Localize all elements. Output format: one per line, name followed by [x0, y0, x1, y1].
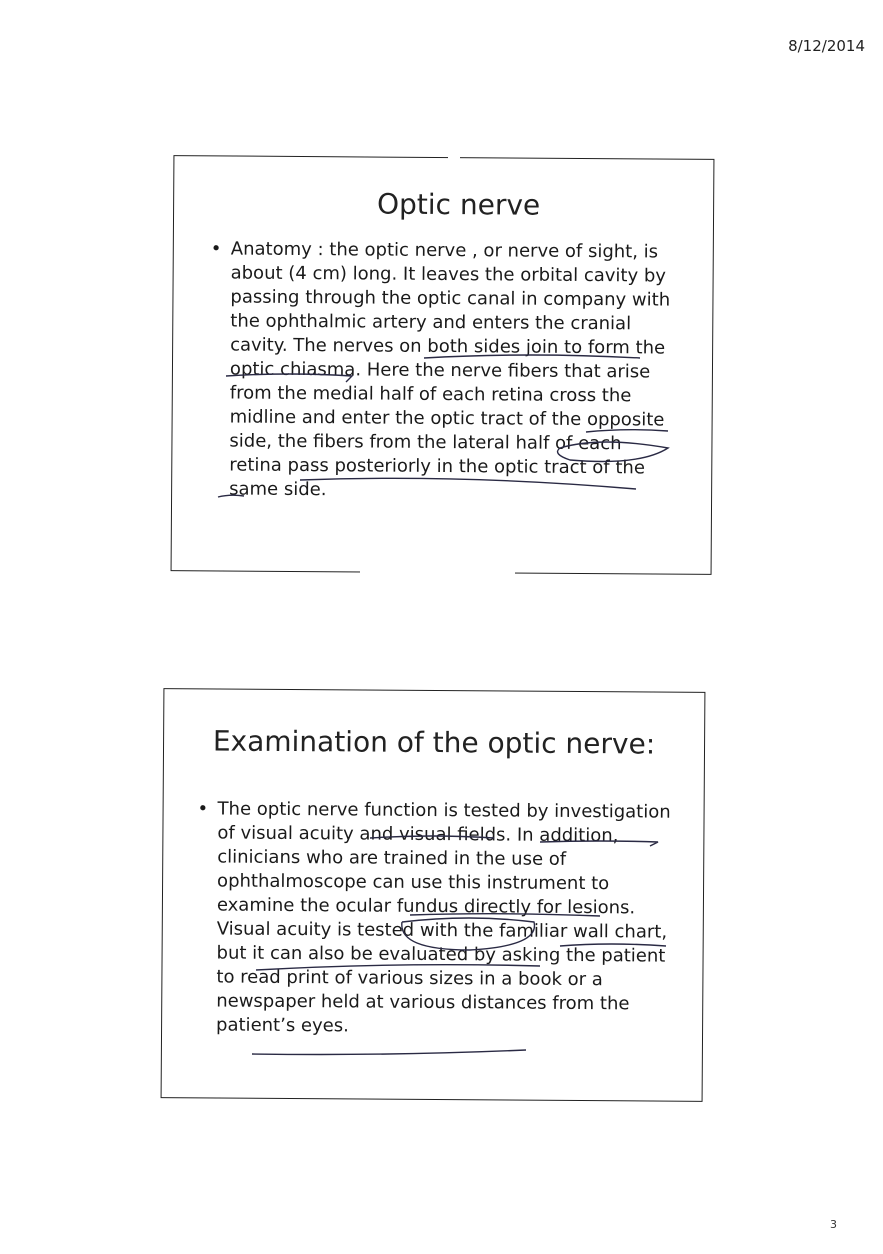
- bullet-item: [210, 238, 675, 505]
- bullet-dot-icon: •: [210, 238, 222, 260]
- bullet-text: Anatomy : the optic nerve , or nerve of sight, is about (4 cm) long. It leaves the orbital cavity by passing through the optic canal in company with the ophthalmic artery and enters the cranial cavity. The nerves on both sides join to form the optic chiasma. Here the nerve fibers that arise from the medial half of each retina cross the midline and enter the optic tract of the opposite side, the fibers from the lateral half of each retina pass posteriorly in the optic tract of the same side.: [229, 238, 671, 501]
- scan-gap: [448, 150, 460, 164]
- slide-optic-nerve: [171, 155, 715, 575]
- scan-gap: [360, 565, 515, 577]
- page-number: 3: [830, 1218, 837, 1231]
- bullet-dot-icon: •: [197, 798, 209, 820]
- page-date: 8/12/2014: [788, 37, 865, 55]
- bullet-text: The optic nerve function is tested by investigation of visual acuity and visual fields. In addition, clinicians who are trained in the use of ophthalmoscope can use this instrument to examine the ocular fundus directly for lesions. Visual acuity is tested with the familiar wall chart, but it can also be evaluated by asking the patient to read print of various sizes in a book or a newspaper held at various distances from the patient’s eyes.: [216, 798, 671, 1037]
- slide-title: Optic nerve: [376, 187, 541, 222]
- bullet-item: [197, 797, 674, 1040]
- slide-title: Examination of the optic nerve:: [212, 724, 656, 761]
- slide-examination: [161, 688, 706, 1102]
